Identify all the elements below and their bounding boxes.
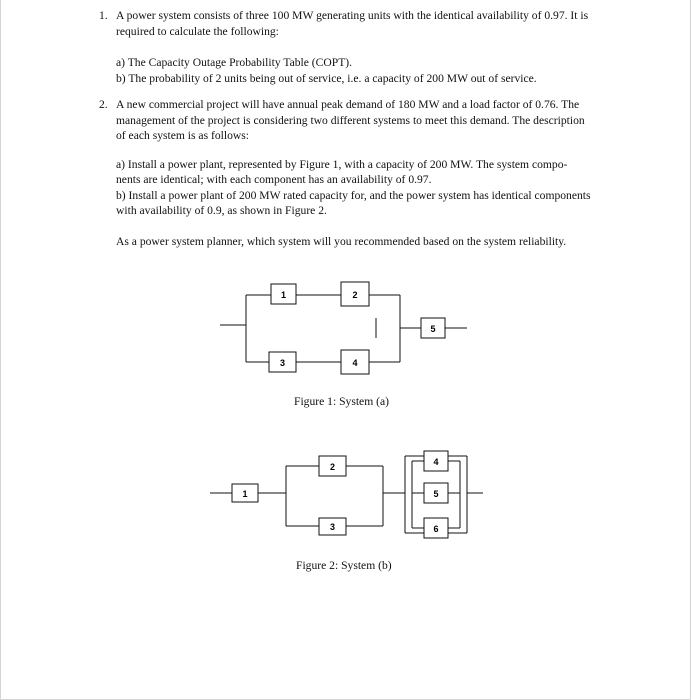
q2-option-b-line-1: b) Install a power plant of 200 MW rated capacity for, and the power system has identical components bbox=[116, 189, 591, 202]
q1-number: 1. bbox=[99, 9, 108, 22]
figure-2-block-5 bbox=[424, 483, 448, 503]
figure-1-block-4 bbox=[341, 350, 369, 374]
q2-line-3: of each system is as follows: bbox=[116, 129, 249, 142]
q1-item-b: b) The probability of 2 units being out of service, i.e. a capacity of 200 MW out of service. bbox=[116, 72, 537, 85]
figure-2-label-1: 1 bbox=[242, 489, 248, 499]
figure-1-label-4: 4 bbox=[352, 358, 358, 368]
figure-1-block-5 bbox=[421, 318, 445, 338]
q1-line-1: A power system consists of three 100 MW generating units with the identical availability of 0.97. It is bbox=[116, 9, 589, 22]
figure-1-diagram bbox=[1, 0, 691, 700]
q2-number: 2. bbox=[99, 98, 108, 111]
figure-1-label-3: 3 bbox=[279, 358, 286, 368]
figure-2-label-6: 6 bbox=[433, 524, 439, 534]
figure-2-label-2: 2 bbox=[329, 462, 336, 472]
figure-2-label-5: 5 bbox=[433, 489, 439, 499]
figure-1-label-5: 5 bbox=[430, 324, 436, 334]
q2-option-b-line-2: with availability of 0.9, as shown in Figure 2. bbox=[116, 204, 327, 217]
q2-question: As a power system planner, which system will you recommended based on the system reliability. bbox=[116, 235, 567, 248]
q2-option-a-line-2: nents are identical; with each component has an availability of 0.97. bbox=[116, 173, 432, 186]
figure-2-block-2 bbox=[319, 456, 346, 476]
figure-1-block-1 bbox=[271, 284, 296, 304]
q1-item-a: a) The Capacity Outage Probability Table (COPT). bbox=[116, 56, 353, 69]
figure-1-block-2 bbox=[341, 282, 369, 306]
q1-line-2: required to calculate the following: bbox=[116, 25, 279, 38]
q2-line-2: management of the project is considering two different systems to meet this demand. The description bbox=[116, 114, 585, 127]
figure-1-block-3 bbox=[269, 352, 296, 372]
figure-2-block-3 bbox=[319, 518, 346, 535]
figure-2-label-3: 3 bbox=[329, 522, 336, 532]
figure-2-label-4: 4 bbox=[433, 457, 439, 467]
figure-2-caption: Figure 2: System (b) bbox=[296, 559, 392, 572]
figure-2-block-4 bbox=[424, 451, 448, 471]
figure-2-block-1 bbox=[232, 484, 258, 502]
q2-line-1: A new commercial project will have annual peak demand of 180 MW and a load factor of 0.76. The bbox=[116, 98, 580, 111]
q2-option-a-line-1: a) Install a power plant, represented by Figure 1, with a capacity of 200 MW. The system compo- bbox=[116, 158, 568, 171]
figure-1-caption: Figure 1: System (a) bbox=[294, 395, 389, 408]
figure-1-label-2: 2 bbox=[352, 290, 358, 300]
figure-1-label-1: 1 bbox=[280, 290, 287, 300]
figure-2-block-6 bbox=[424, 518, 448, 538]
